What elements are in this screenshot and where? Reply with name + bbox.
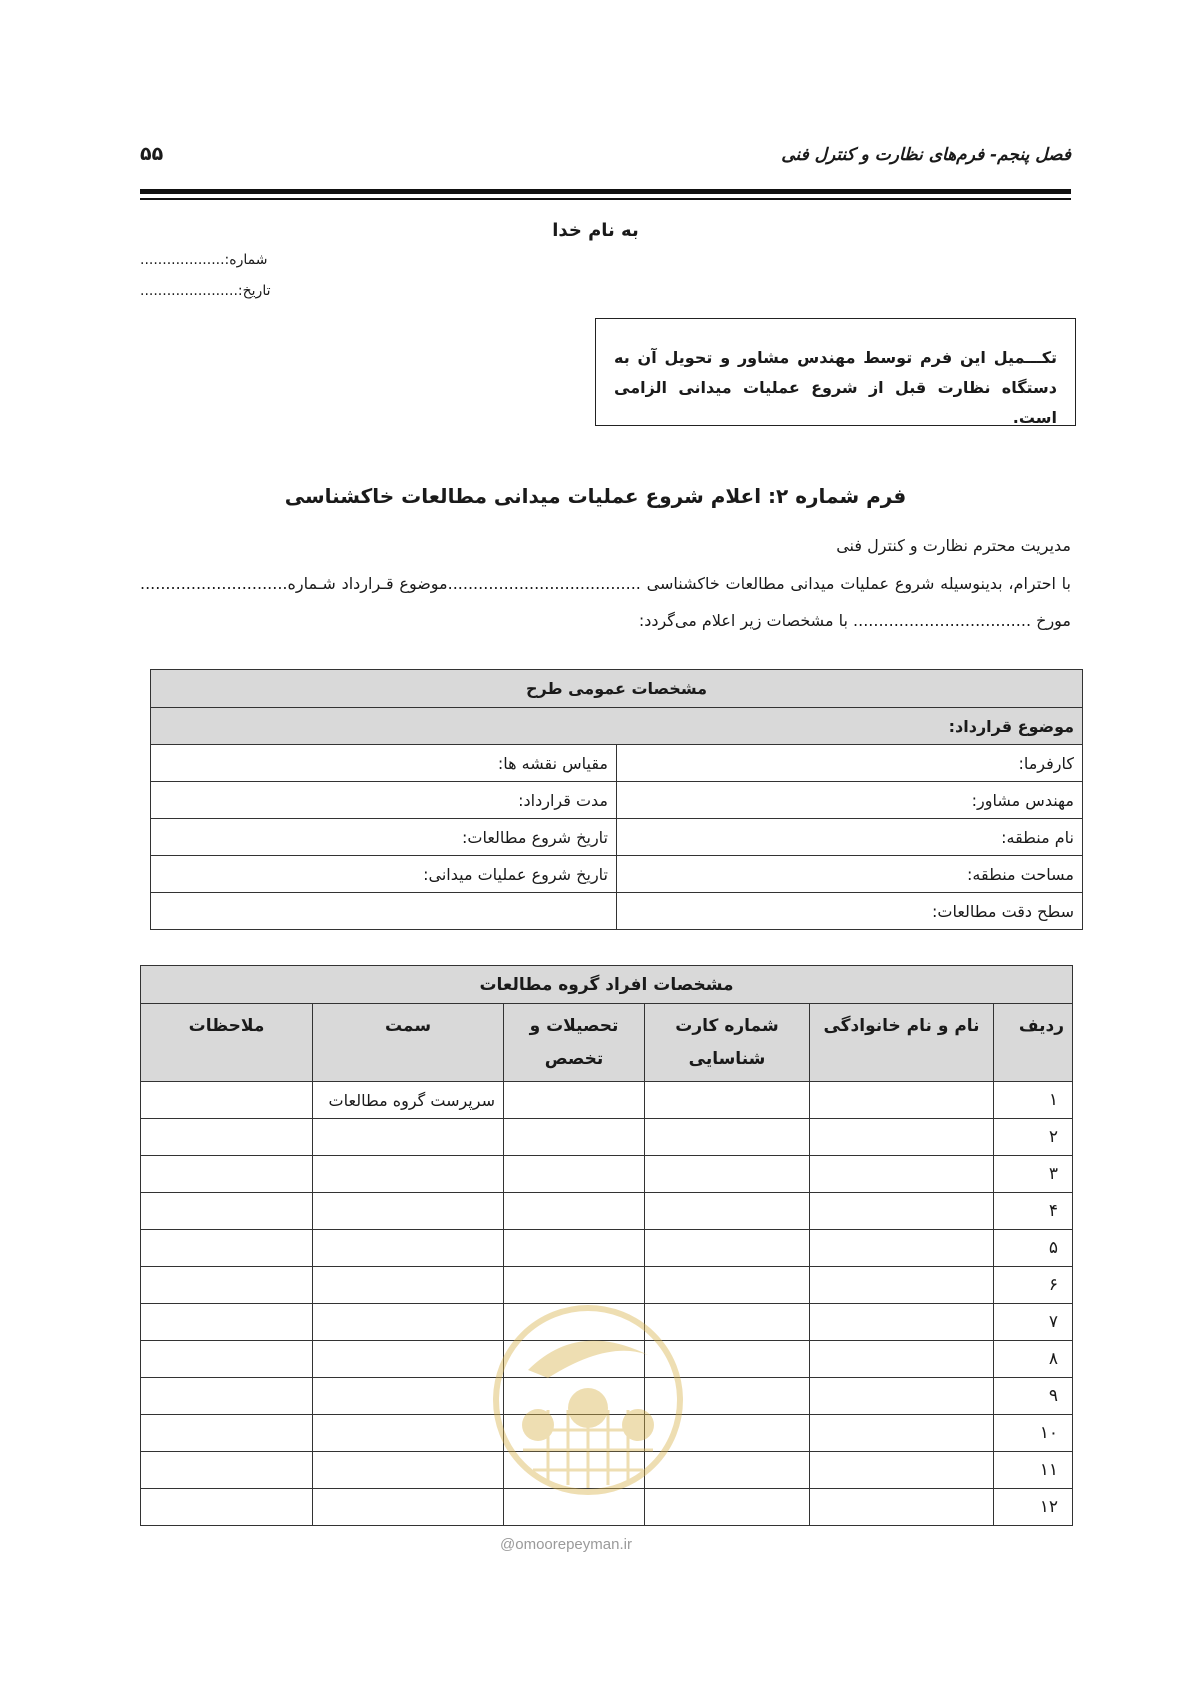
education-cell[interactable] <box>504 1230 645 1267</box>
id-card-cell[interactable] <box>645 1082 810 1119</box>
remarks-cell[interactable] <box>141 1119 313 1156</box>
education-cell[interactable] <box>504 1193 645 1230</box>
letter-body-line-1: با احترام، بدینوسیله شروع عملیات میدانی مطالعات خاکشناسی ......................................موضوع قـرارداد شـماره............................. <box>140 574 1071 593</box>
full-name-cell[interactable] <box>810 1230 994 1267</box>
full-name-cell[interactable] <box>810 1119 994 1156</box>
position-cell[interactable] <box>313 1378 504 1415</box>
position-cell[interactable] <box>313 1156 504 1193</box>
position-cell[interactable] <box>313 1193 504 1230</box>
form-title: فرم شماره ۲: اعلام شروع عملیات میدانی مطالعات خاکشناسی <box>284 484 907 508</box>
full-name-cell[interactable] <box>810 1267 994 1304</box>
table-row <box>141 1156 1073 1193</box>
row-index: ۵ <box>994 1230 1073 1267</box>
row-index: ۴ <box>994 1193 1073 1230</box>
letter-number-field[interactable]: شماره:................... <box>140 252 268 268</box>
col-header-full-name: نام و نام خانوادگی <box>810 1004 994 1082</box>
header-rule-thin <box>140 198 1071 200</box>
remarks-cell[interactable] <box>141 1489 313 1526</box>
remarks-cell[interactable] <box>141 1304 313 1341</box>
full-name-cell[interactable] <box>810 1156 994 1193</box>
table-row <box>151 782 1083 819</box>
position-cell[interactable] <box>313 1304 504 1341</box>
table-row <box>151 745 1083 782</box>
table-row <box>151 856 1083 893</box>
full-name-cell[interactable] <box>810 1452 994 1489</box>
col-header-position: سمت <box>313 1004 504 1082</box>
col-header-id-card: شماره کارت شناسایی <box>645 1004 810 1082</box>
remarks-cell[interactable] <box>141 1341 313 1378</box>
map-scale-field[interactable]: مقیاس نقشه ها: <box>151 745 617 782</box>
region-name-field[interactable]: نام منطقه: <box>617 819 1083 856</box>
remarks-cell[interactable] <box>141 1082 313 1119</box>
row-index: ۹ <box>994 1378 1073 1415</box>
general-specs-table <box>150 669 1083 930</box>
col-header-remarks: ملاحظات <box>141 1004 313 1082</box>
remarks-cell[interactable] <box>141 1267 313 1304</box>
position-cell[interactable] <box>313 1415 504 1452</box>
row-index: ۱ <box>994 1082 1073 1119</box>
team-header-row <box>141 1004 1073 1082</box>
watermark-seal-icon <box>488 1300 688 1500</box>
table-row <box>151 893 1083 930</box>
contract-duration-field[interactable]: مدت قرارداد: <box>151 782 617 819</box>
full-name-cell[interactable] <box>810 1082 994 1119</box>
id-card-cell[interactable] <box>645 1230 810 1267</box>
education-cell[interactable] <box>504 1156 645 1193</box>
full-name-cell[interactable] <box>810 1489 994 1526</box>
table-row <box>141 1193 1073 1230</box>
basmala: به نام خدا <box>552 220 639 241</box>
region-area-field[interactable]: مساحت منطقه: <box>617 856 1083 893</box>
id-card-cell[interactable] <box>645 1119 810 1156</box>
page-number: ۵۵ <box>140 143 164 165</box>
contract-subject-field[interactable]: موضوع قرارداد: <box>151 708 1083 745</box>
position-cell[interactable] <box>313 1489 504 1526</box>
table-row <box>141 1082 1073 1119</box>
full-name-cell[interactable] <box>810 1341 994 1378</box>
position-cell[interactable] <box>313 1267 504 1304</box>
remarks-cell[interactable] <box>141 1156 313 1193</box>
table-row <box>141 1119 1073 1156</box>
remarks-cell[interactable] <box>141 1452 313 1489</box>
chapter-title: فصل پنجم- فرم‌های نظارت و کنترل فنی <box>781 145 1071 165</box>
full-name-cell[interactable] <box>810 1378 994 1415</box>
row-index: ۸ <box>994 1341 1073 1378</box>
row-index: ۱۰ <box>994 1415 1073 1452</box>
position-cell[interactable]: سرپرست گروه مطالعات <box>313 1082 504 1119</box>
consultant-engineer-field[interactable]: مهندس مشاور: <box>617 782 1083 819</box>
id-card-cell[interactable] <box>645 1193 810 1230</box>
remarks-cell[interactable] <box>141 1193 313 1230</box>
position-cell[interactable] <box>313 1341 504 1378</box>
row-index: ۷ <box>994 1304 1073 1341</box>
col-header-education: تحصیلات و تخصص <box>504 1004 645 1082</box>
table-row <box>141 1230 1073 1267</box>
letter-salutation: مدیریت محترم نظارت و کنترل فنی <box>836 536 1071 555</box>
study-accuracy-field[interactable]: سطح دقت مطالعات: <box>617 893 1083 930</box>
header-rule <box>140 189 1071 194</box>
position-cell[interactable] <box>313 1230 504 1267</box>
education-cell[interactable] <box>504 1267 645 1304</box>
id-card-cell[interactable] <box>645 1267 810 1304</box>
letter-body-line-2: مورخ ................................... با مشخصات زیر اعلام می‌گردد: <box>638 611 1071 630</box>
remarks-cell[interactable] <box>141 1230 313 1267</box>
full-name-cell[interactable] <box>810 1304 994 1341</box>
general-specs-title: مشخصات عمومی طرح <box>151 670 1083 708</box>
notice-box: تکـــمیل این فرم توسط مهندس مشاور و تحویل آن به دستگاه نظارت قبل از شروع عملیات میدانی الزامی است. <box>595 318 1076 426</box>
team-specs-title: مشخصات افراد گروه مطالعات <box>141 966 1073 1004</box>
col-header-row-index: ردیف <box>994 1004 1073 1082</box>
row-index: ۱۱ <box>994 1452 1073 1489</box>
empty-cell[interactable] <box>151 893 617 930</box>
letter-date-field[interactable]: تاریخ:...................... <box>140 283 271 299</box>
full-name-cell[interactable] <box>810 1193 994 1230</box>
education-cell[interactable] <box>504 1082 645 1119</box>
employer-field[interactable]: کارفرما: <box>617 745 1083 782</box>
education-cell[interactable] <box>504 1119 645 1156</box>
row-index: ۳ <box>994 1156 1073 1193</box>
row-index: ۶ <box>994 1267 1073 1304</box>
table-row <box>141 1267 1073 1304</box>
field-ops-start-date-field[interactable]: تاریخ شروع عملیات میدانی: <box>151 856 617 893</box>
full-name-cell[interactable] <box>810 1415 994 1452</box>
id-card-cell[interactable] <box>645 1156 810 1193</box>
remarks-cell[interactable] <box>141 1378 313 1415</box>
table-row <box>151 819 1083 856</box>
row-index: ۲ <box>994 1119 1073 1156</box>
row-index: ۱۲ <box>994 1489 1073 1526</box>
watermark-url: @omoorepeyman.ir <box>500 1536 632 1553</box>
position-cell[interactable] <box>313 1452 504 1489</box>
study-start-date-field[interactable]: تاریخ شروع مطالعات: <box>151 819 617 856</box>
remarks-cell[interactable] <box>141 1415 313 1452</box>
position-cell[interactable] <box>313 1119 504 1156</box>
